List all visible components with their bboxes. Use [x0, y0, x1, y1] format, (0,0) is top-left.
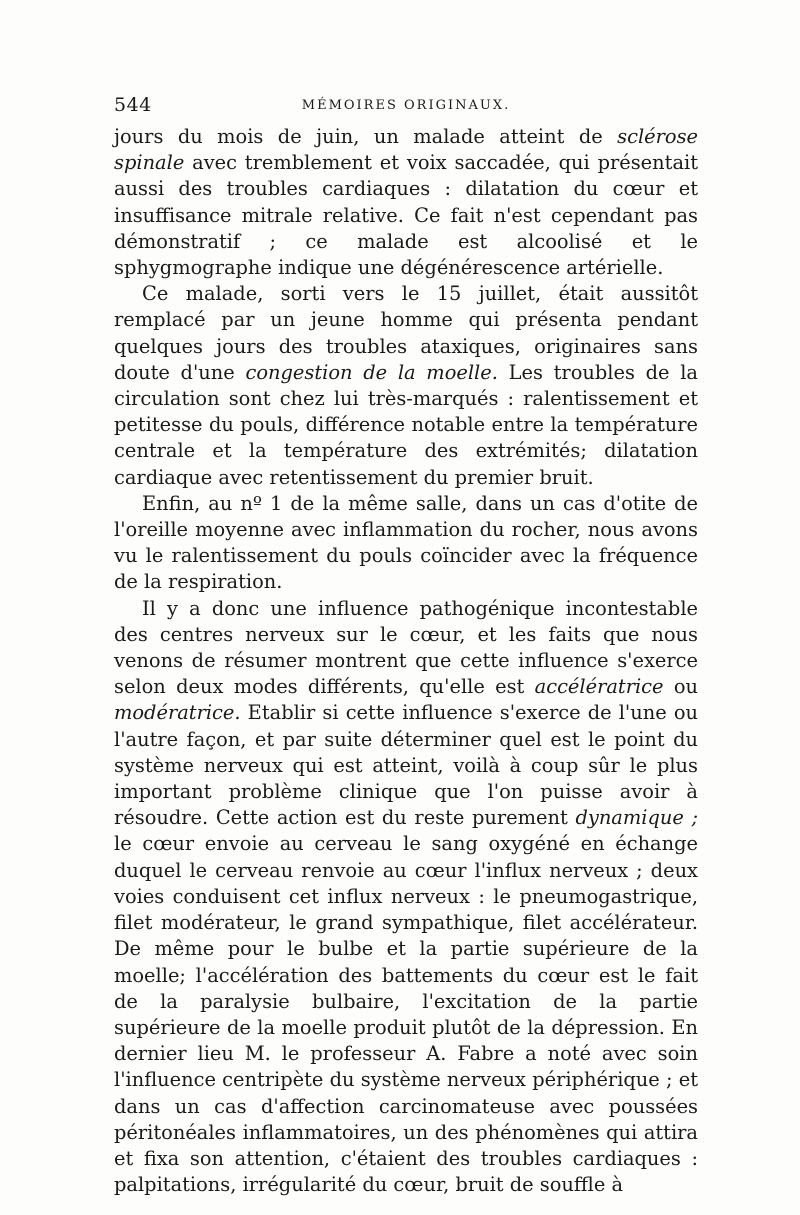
text-run: Enfin, au nº 1 de la même salle, dans un cas d'otite de l'oreille moyenne avec inflammation du rocher, nous avons vu le ralentissement du pouls coïncider avec la fréquence de la respiration. — [114, 491, 698, 594]
text-run: avec tremblement et voix saccadée, qui présentait aussi des troubles cardiaques : dilatation du cœur et insuffisance mitrale relative. Ce fait n'est cependant pas démonstratif ; ce malade est alcoolisé et le sphygmographe indique une dégénérescence artérielle. — [114, 151, 698, 280]
italic-phrase: accélératrice — [534, 675, 664, 699]
page-header — [114, 94, 698, 120]
italic-phrase: modératrice. — [114, 701, 241, 725]
italic-phrase: sclérose spinale — [114, 125, 698, 175]
paragraph-2 — [114, 281, 698, 491]
text-run: ou — [663, 675, 699, 699]
italic-phrase: dynamique ; — [575, 806, 699, 830]
text-run: Les troubles de la circulation sont chez lui très-marqués : ralentissement et petitesse du pouls, différence notable entre la température centrale et la température des extrémités; dilatation cardiaque avec retentissement du premier bruit. — [114, 360, 698, 489]
body-text — [114, 124, 698, 1198]
paragraph-3 — [114, 491, 698, 596]
text-run: Ce malade, sorti vers le 15 juillet, était aussitôt remplacé par un jeune homme qui présenta pendant quelques jours des troubles ataxiques, originaires sans doute d'une — [114, 282, 698, 384]
paragraph-1 — [114, 124, 698, 281]
page-number: 544 — [114, 94, 152, 116]
text-run: Etablir si cette influence s'exerce de l'une ou l'autre façon, et par suite déterminer quel est le point du système nerveux qui est atteint, voilà à coup sûr le plus important problème clinique que l'on puisse avoir à résoudre. Cette action est du reste purement — [114, 701, 698, 830]
text-run: Il y a donc une influence pathogénique incontestable des centres nerveux sur le cœur, et les faits que nous venons de résumer montrent que cette influence s'exerce selon deux modes différents, qu'elle est — [114, 596, 698, 699]
italic-phrase: congestion de la moelle. — [245, 360, 498, 384]
text-run: le cœur envoie au cerveau le sang oxygéné en échange duquel le cerveau renvoie au cœur l'influx nerveux ; deux voies conduisent cet influx nerveux : le pneumogastrique, filet modérateur, le grand sympathique, filet accélérateur. De même pour le bulbe et la partie supérieure de la moelle; l'accélération des battements du cœur est le fait de la paralysie bulbaire, l'excitation de la partie supérieure de la moelle produit plutôt de la dépression. En dernier lieu M. le professeur A. Fabre a noté avec soin l'influence centripète du système nerveux périphérique ; et dans un cas d'affection carcinomateuse avec poussées péritonéales inflammatoires, un des phénomènes qui attira et fixa son attention, c'étaient des troubles cardiaques : palpitations, irrégularité du cœur, bruit de souffle à — [114, 832, 698, 1197]
paragraph-4 — [114, 596, 698, 1199]
text-run: jours du mois de juin, un malade atteint de — [114, 125, 618, 148]
running-title: MÉMOIRES ORIGINAUX. — [301, 98, 511, 113]
